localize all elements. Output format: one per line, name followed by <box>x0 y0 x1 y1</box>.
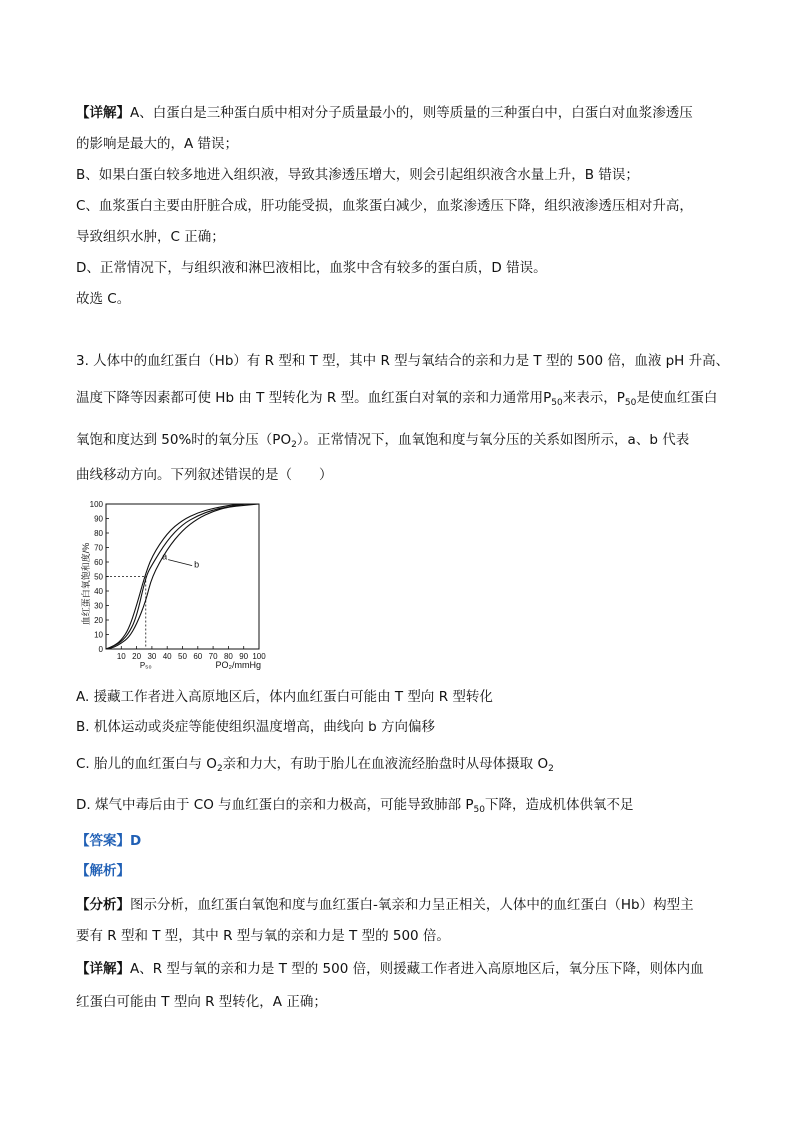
x-tick-label: 60 <box>193 652 203 661</box>
x-tick-label: 40 <box>162 652 172 661</box>
p-subscript: 50 <box>624 398 637 408</box>
o2-subscript: 2 <box>548 764 554 774</box>
question-stem-line4: 曲线移动方向。下列叙述错误的是（ ） <box>76 467 333 483</box>
question-stem-line1: 3. 人体中的血红蛋白（Hb）有 R 型和 T 型，其中 R 型与氧结合的亲和力是 T 型的 500 倍，血液 pH 升高、 <box>76 353 730 369</box>
p-letter: P <box>616 390 625 406</box>
x-tick-label: 50 <box>178 652 187 661</box>
analysis-detail-line2: 红蛋白可能由 T 型向 R 型转化，A 正确； <box>76 994 327 1010</box>
question-stem-line3 <box>76 431 689 449</box>
answer-line <box>76 832 141 850</box>
curves <box>106 504 259 670</box>
curve-label-b: b <box>194 559 200 570</box>
detail-paragraph-a-line2: 的影响是最大的，A 错误； <box>76 136 239 152</box>
answer-tag: 【答案】 <box>76 833 130 849</box>
x-axis-label: PO₂/mmHg <box>215 660 261 670</box>
answer-value: D <box>130 833 142 849</box>
option-a: A. 援藏工作者进入高原地区后，体内血红蛋白可能由 T 型向 R 型转化 <box>76 689 493 705</box>
y-tick-label: 60 <box>94 558 103 567</box>
analysis-line2: 要有 R 型和 T 型，其中 R 型与氧的亲和力是 T 型的 500 倍。 <box>76 928 450 944</box>
curve-label-a: a <box>162 551 168 562</box>
analysis-text: 图示分析，血红蛋白氧饱和度与血红蛋白-氧亲和力呈正相关，人体中的血红蛋白（Hb）构型主 <box>130 897 694 913</box>
label-pointer <box>168 560 192 566</box>
y-tick-label: 50 <box>94 572 103 582</box>
y-tick-label: 100 <box>89 500 103 509</box>
y-tick-label: 0 <box>98 645 103 654</box>
analysis-detail-line1 <box>76 960 704 978</box>
detail-paragraph-b: B、如果白蛋白较多地进入组织液，导致其渗透压增大，则会引起组织液含水量上升，B 错误； <box>76 167 639 183</box>
x-tick-label: 80 <box>223 652 233 661</box>
option-c-text: 亲和力大，有助于胎儿在血液流经胎盘时从母体摄取 O <box>222 756 549 772</box>
detail-paragraph-c-line1: C、血浆蛋白主要由肝脏合成，肝功能受损，血浆蛋白减少，血浆渗透压下降，组织液渗透压相对升高， <box>76 198 693 214</box>
detail-tag: 【详解】 <box>76 961 130 977</box>
option-c <box>76 755 554 773</box>
option-d <box>76 796 634 814</box>
y-tick-label: 90 <box>94 514 103 524</box>
p-subscript: 50 <box>551 398 563 408</box>
x-tick-label: 30 <box>147 652 157 661</box>
detail-paragraph-c-line2: 导致组织水肿，C 正确； <box>76 229 225 245</box>
y-tick-label: 30 <box>94 601 103 611</box>
detail-tag: 【详解】 <box>76 105 130 121</box>
x-tick-label: 20 <box>132 652 142 661</box>
option-d-text: 下降，造成机体供氧不足 <box>485 797 634 813</box>
analysis-tag: 【解析】 <box>76 863 130 879</box>
y-tick-label: 20 <box>94 616 103 625</box>
analysis-subtag: 【分析】 <box>76 897 130 913</box>
y-tick-label: 70 <box>94 543 103 553</box>
question-stem-line2 <box>76 389 717 407</box>
oxygen-dissociation-chart <box>76 492 276 672</box>
conclusion: 故选 C。 <box>76 291 131 307</box>
detail-text: A、R 型与氧的亲和力是 T 型的 500 倍，则援藏工作者进入高原地区后，氧分压下降，则体内血 <box>130 961 704 977</box>
x-tick-label: 10 <box>116 652 126 661</box>
y-axis-label: 血红蛋白氧饱和度/% <box>81 542 91 626</box>
stem-text: 来表示， <box>562 390 617 406</box>
p-letter: P <box>543 390 552 406</box>
option-b: B. 机体运动或炎症等能使组织温度增高，曲线向 b 方向偏移 <box>76 719 435 735</box>
stem-text: 氧饱和度达到 50%时的氧分压（PO <box>76 432 292 448</box>
detail-paragraph-a-line1 <box>76 104 693 122</box>
analysis-line1 <box>76 896 694 914</box>
stem-text: 是使血红蛋白 <box>636 390 718 406</box>
p50-symbol <box>617 390 637 406</box>
x-tick-label: 70 <box>208 652 218 661</box>
y-tick-label: 40 <box>94 587 103 596</box>
x-tick-label: 100 <box>252 652 266 661</box>
o2-subscript: 2 <box>291 440 297 450</box>
option-d-text: D. 煤气中毒后由于 CO 与血红蛋白的亲和力极高，可能导致肺部 P <box>76 797 474 813</box>
p50-subscript: 50 <box>473 805 485 815</box>
option-a-text: A、白蛋白是三种蛋白质中相对分子质量最小的，则等质量的三种蛋白中，白蛋白对血浆渗透压 <box>130 105 693 121</box>
y-tick-label: 10 <box>94 630 103 640</box>
stem-text: 温度下降等因素都可使 Hb 由 T 型转化为 R 型。血红蛋白对氧的亲和力通常用 <box>76 390 544 406</box>
option-c-text: C. 胎儿的血红蛋白与 O <box>76 756 217 772</box>
p50-symbol <box>543 390 563 406</box>
o2-subscript: 2 <box>216 764 223 774</box>
y-tick-label: 80 <box>94 529 103 538</box>
p50-label: P₅₀ <box>139 661 152 670</box>
x-tick-label: 90 <box>239 652 249 661</box>
detail-paragraph-d: D、正常情况下，与组织液和淋巴液相比，血浆中含有较多的蛋白质，D 错误。 <box>76 260 547 276</box>
stem-text: ）。正常情况下，血氧饱和度与氧分压的关系如图所示，a、b 代表 <box>296 432 690 448</box>
